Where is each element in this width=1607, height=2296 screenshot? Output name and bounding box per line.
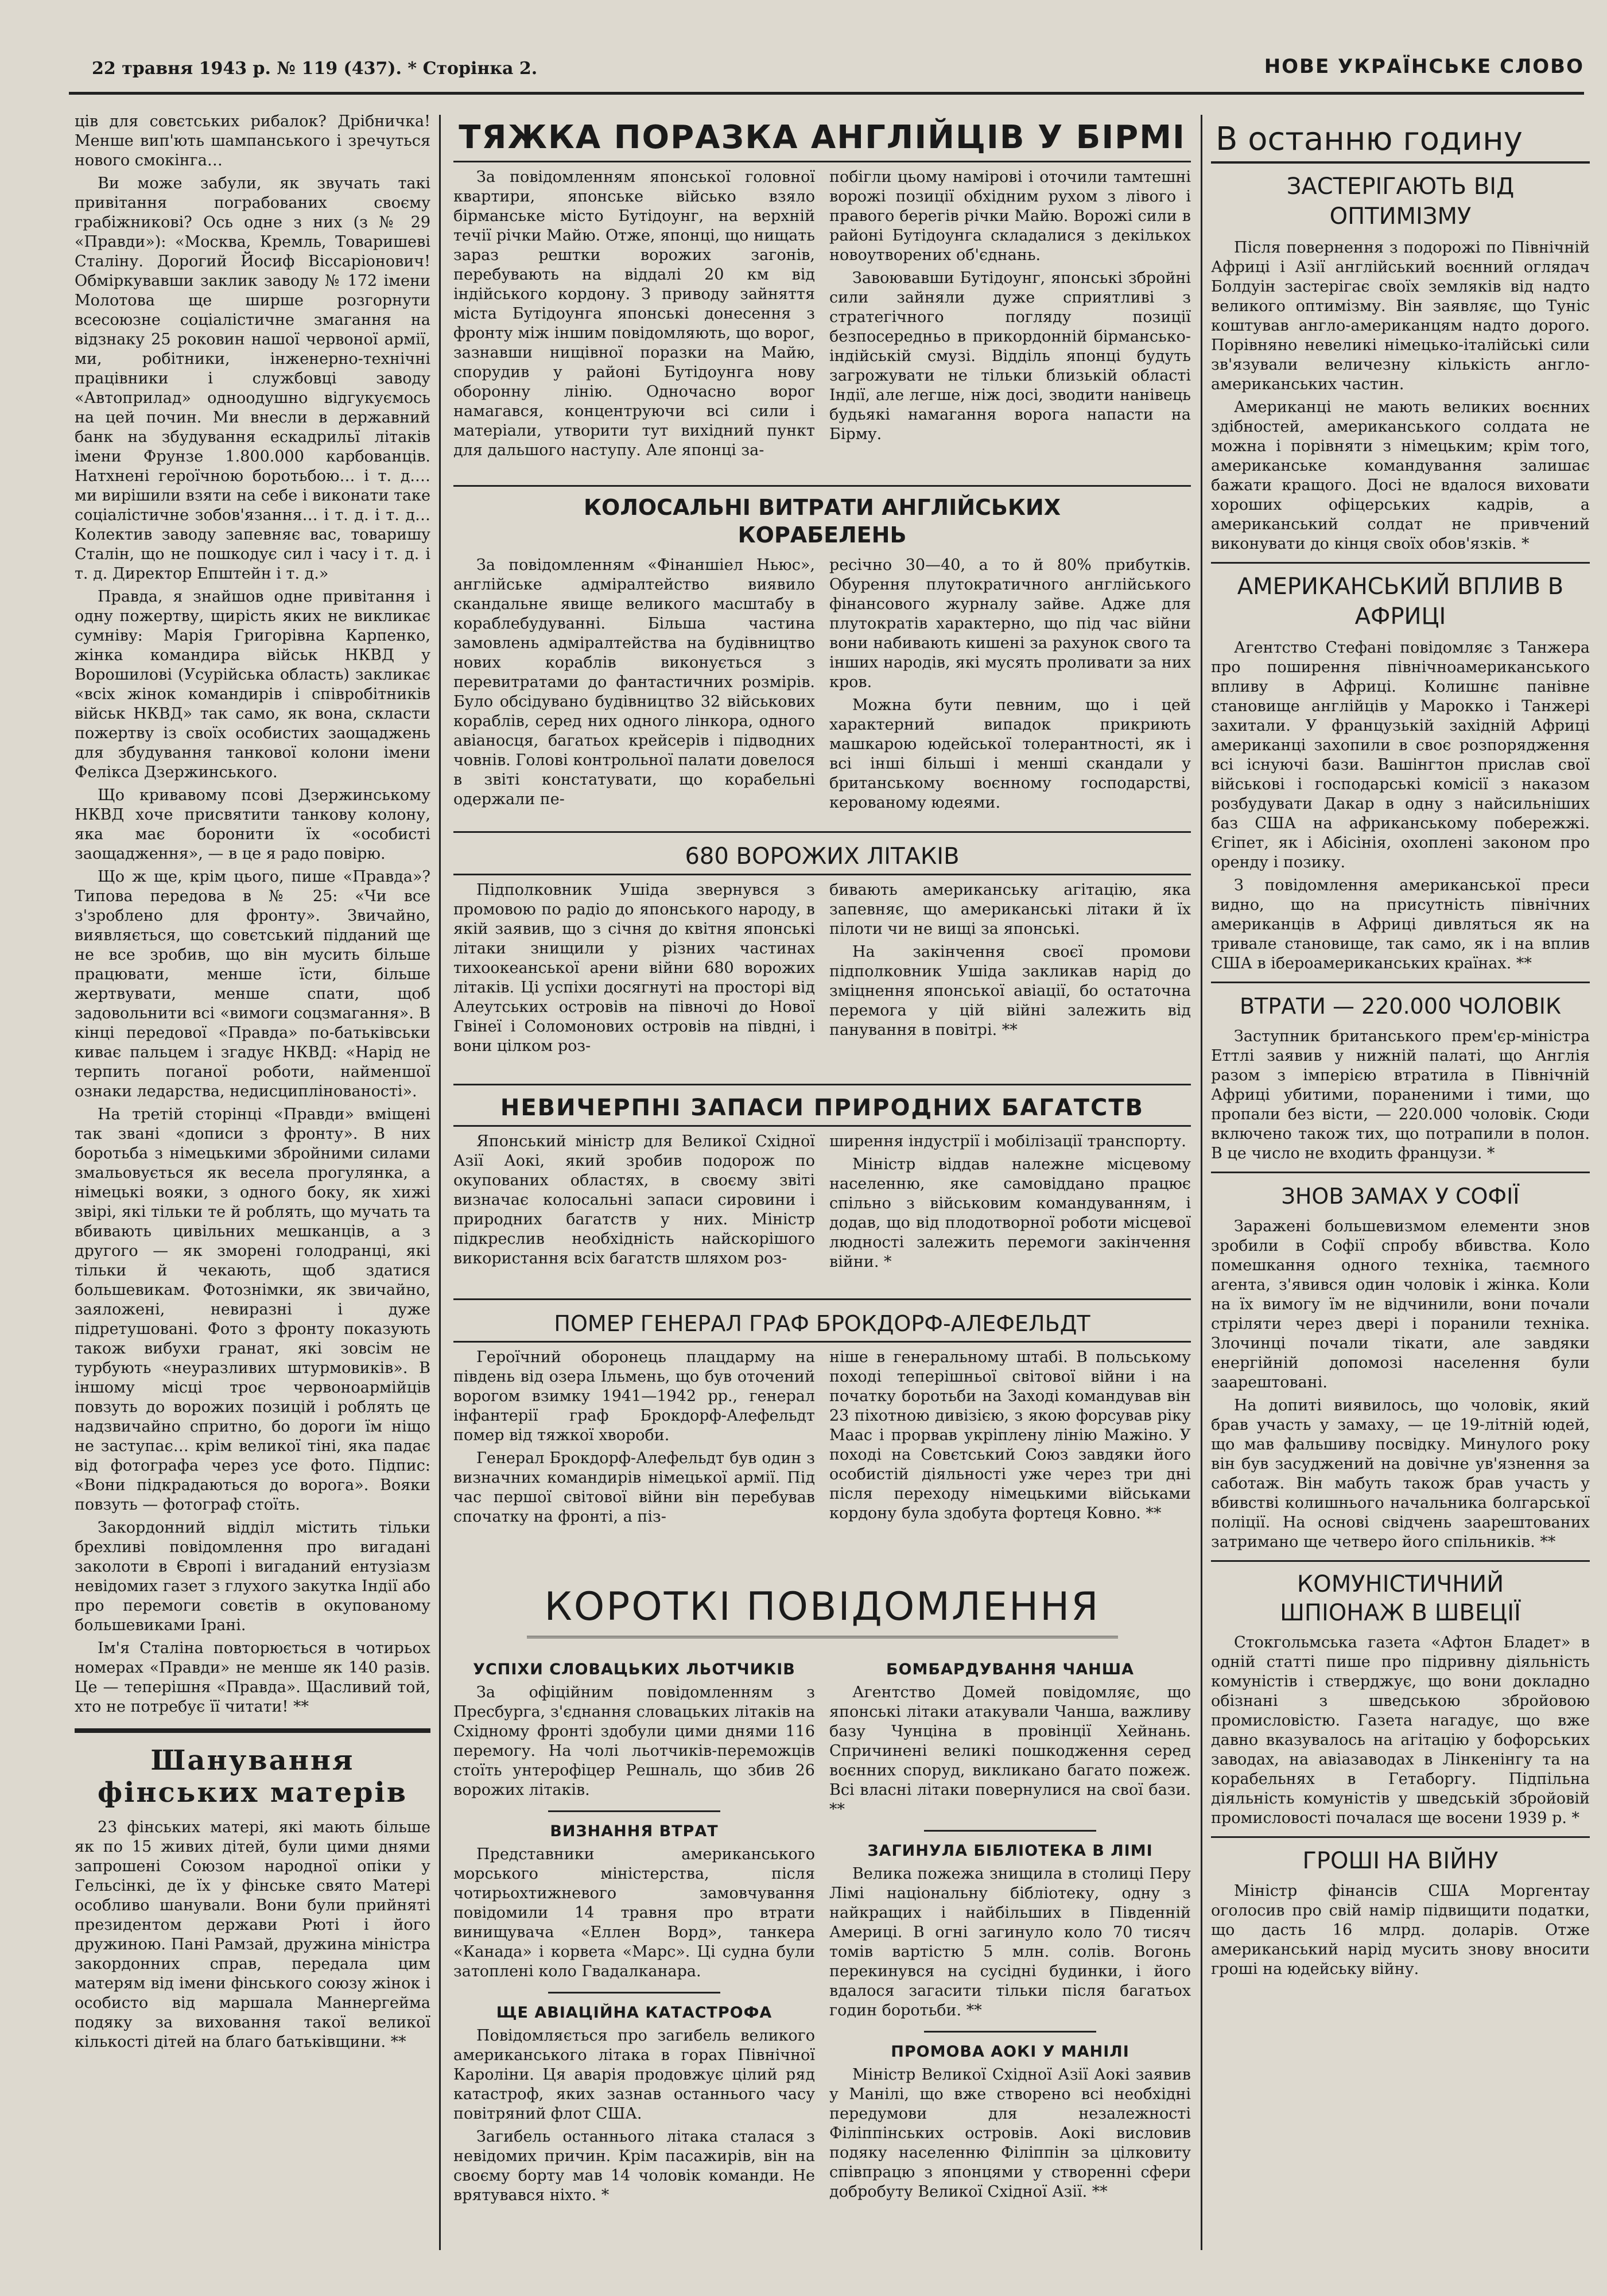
subhead-library: ЗАГИНУЛА БІБЛІОТЕКА В ЛІМІ: [867, 1842, 1153, 1860]
resources-col-2: [829, 1132, 1191, 1287]
center-section-resources: [453, 1091, 1191, 1292]
paragraph: Американці не мають великих воєнних здібностей, американського солдата не можна і порівняти з німецьким; крім того, американське командування залишає бажати кращого. Досі не вдалося виховати хороших офіцерських кадрів, а американський солдат не привчений виконувати до кінця своїх обов'язків. *: [1211, 398, 1590, 553]
masthead: [69, 51, 1584, 85]
paragraph: Міністр фінансів США Моргентау оголосив про свій намір підвищити податки, що дасть 16 млрд. доларів. Отже американський нарід мусить знову вносити гроші на юдейську війну.: [1211, 1882, 1590, 1978]
center-section-general: [453, 1306, 1191, 1565]
right-column: [1211, 118, 1590, 2253]
ships-col-2: [829, 556, 1191, 825]
paragraph: Міністр віддав належне місцевому населенню, яке самовіддано працює спільно з військовим командуванням, і додав, що від плодотворної роботи місцевої людності залежить перемоги закінчення війни. *: [829, 1155, 1191, 1271]
short-news-col-1: [453, 1656, 815, 2247]
paragraph: ніше в генеральному штабі. В польському поході теперішньої світової війни і на початку боротьби на Заході командував він 23 піхотною дивізією, з якою форсував ріку Маас і прорвав укріплену лінію Мажіно. У поході на Совєтський Союз завдяки його особистій діяльності уже через три дні після переходу німецькими військами кордону була здобута фортеця Ковно. **: [829, 1348, 1191, 1522]
headline-africa: АМЕРИКАНСЬКИЙ ВПЛИВ В АФРИЦІ: [1237, 573, 1564, 630]
paragraph: Що кривавому псові Дзержинському НКВД хоче присвятити танкову колону, яка має боронити їх «особисті заощадження», — в це я радо повірю.: [75, 786, 430, 863]
headline-sweden: КОМУНІСТИЧНИЙ ШПІОНАЖ В ШВЕЦІЇ: [1280, 1571, 1521, 1626]
section-rule: [453, 1084, 1191, 1085]
paragraph: Повідомляється про загибель великого американського літака в горах Північної Кароліни. Ця аварія продовжує цілий ряд катастроф, яких зазнав останнього часу повітряний флот США.: [453, 2027, 815, 2123]
paragraph: Заражені большевизмом елементи знов зробили в Софії спробу вбивства. Коло помешкання одного техніка, таємного агента, з'явився один чоловік і жінка. Коли на їх вимогу їм не відчинили, вони почали стріляти через двері і поранили техніка. Злочинці почали тікати, але завдяки енергійній допомозі населення були заарештовані.: [1211, 1217, 1590, 1391]
paragraph: За повідомленням японської головної квартири, японське військо взяло бірманське місто Бутідоунг, на верхній течії річки Майю. Отже, японці, що нищать зараз рештки ворожих загонів, перебувають на віддалі 20 км від індійського кордону. З приводу зайняття міста Бутідоунга японські донесення з фронту між іншим повідомляють, що ворог, зазнавши нищівної поразки на Майю, спорудив у районі Бутідоунга нову оборонну лінію. Одночасно ворог намагався, концентруючи всі сили і матеріали, утворити тут вихідний пункт для дальшого наступу. Але японці за-: [453, 168, 815, 459]
headline-optimism: ЗАСТЕРІГАЮТЬ ВІД ОПТИМІЗМУ: [1286, 173, 1515, 230]
short-news-banner: [453, 1578, 1191, 1647]
paragraph: Заступник британського прем'єр-міністра Еттлі заявив у нижній палаті, що Англія разом з імперією втратила в Північній Африці убитими, пораненими і тими, що пропали без вісти, — 220.000 чоловік. Сюди включено також тих, що потрапили в полон. В це число не входить французи. *: [1211, 1027, 1590, 1162]
subhead-bombing: БОМБАРДУВАННЯ ЧАНША: [886, 1661, 1134, 1678]
headline-resources: НЕВИЧЕРПНІ ЗАПАСИ ПРИРОДНИХ БАГАТСТВ: [453, 1091, 1191, 1127]
paragraph: Можна бути певним, що і цей характерний випадок прикриють машкарою юдейської толерантності, як і всі інші більші і менші скандали у британському воєнному господарстві, керованому юдеями.: [829, 696, 1191, 812]
center-section-burma: [453, 115, 1191, 482]
paragraph: Підполковник Ушіда звернувся з промовою по радіо до японського народу, в якій заявив, що з січня до квітня японські літаки знищили у різних частинах тихоокеанської арени війни 680 ворожих літаків. Ці успіхи досягнуті на просторі від Алеутських островів на півночі до Нової Гвінеї і Соломонових островів на півдні, і вони цілком роз-: [453, 881, 815, 1055]
banner-last-hour: В останню годину: [1211, 118, 1590, 164]
headline-general: ПОМЕР ГЕНЕРАЛ ГРАФ БРОКДОРФ-АЛЕФЕЛЬДТ: [453, 1306, 1191, 1343]
left-column: [75, 112, 430, 2264]
center-section-planes: [453, 839, 1191, 1080]
paragraph: Ім'я Сталіна повторюється в чотирьох номерах «Правди» не менше як 140 разів. Це — теперішня «Правда». Щасливий той, хто не потребує її читати! **: [75, 1639, 430, 1716]
column-rule: [439, 115, 441, 2250]
column-rule: [1201, 115, 1202, 2250]
paragraph: побігли цьому намірові і оточили тамтешні ворожі позиції обхідним рухом з лівого і правого берегів річки Майю. Ворожі сили в районі Бутідоунга складалися з декількох новоутворених об'єднань.: [829, 168, 1191, 264]
paragraph: Японський міністр для Великої Східної Азії Аокі, який зробив подорож по окупованих областях, в своєму звіті визначає колосальні запаси сировини і природних багатств у них. Міністр підкреслив необхідність найскорішого використання всіх багатств шляхом роз-: [453, 1133, 815, 1267]
planes-col-1: [453, 881, 815, 1076]
paragraph: На третій сторінці «Правди» вміщені так звані «дописи з фронту». В них боротьба з німецькими збройними силами змальовується як весела прогулянка, а німецькі вояки, з одного боку, як хижі звірі, які тільки те й роблять, що мучать та вбивають цивільних мешканців, а з другого — як зморені голодранці, які тільки й чекають, щоб здатися большевикам. Фотознімки, як звичайно, заяложені, невиразні і дуже підретушовані. Фото з фронту показують також вибухи гранат, які зовсім не турбують «неуразливих штурмовиків». В іншому місці троє червоноармійців повзуть до ворожих позицій і роблять це надзвичайно спритно, бо дороги їм ніщо не заступає… крім великої тіні, яка падає від фотографа через усе фото. Підпис: «Вони підкрадаються до ворога». Вояки повзуть — фотограф стоїть.: [75, 1106, 430, 1514]
paragraph: Велика пожежа знищила в столиці Перу Лімі національну бібліотеку, одну з найкращих і найбільших в Південній Америці. В огні загинуло коло 70 тисяч томів вартістю 5 млн. солів. Вогонь перекинувся на сусідні будинки, і його вдалося загасити тільки після багатьох годин боротьби. **: [829, 1865, 1191, 2019]
burma-col-1: [453, 168, 815, 478]
headline-burma: ТЯЖКА ПОРАЗКА АНГЛІЙЦІВ У БІРМІ: [453, 115, 1191, 162]
center-section-ships: [453, 494, 1191, 827]
burma-col-2: [829, 168, 1191, 478]
paragraph: Представники американського морського міністерства, після чотирьохтижневого замовчування повідомили 14 травня про втрати винищувача «Еллен Ворд», танкера «Канада» і корвета «Марс». Ці судна були затоплені коло Гвадалканара.: [453, 1845, 815, 1980]
paragraph: Ви може забули, як звучать такі привітання пограбованих своєму грабіжникові? Ось одне з них (з № 29 «Правди»): «Москва, Кремль, Товаришеві Сталіну. Дорогий Йосиф Віссаріонович! Обміркувавши заклик заводу № 172 імени Молотова ще ширше розгорнути всесоюзне соціалістичне змагання на відзнаку 25 роковин нашої червоної армії, ми, робітники, інженерно-технічні працівники і службовці заводу «Автоприлад» одноодушно відгукуємось на цей почин. Ми внесли в державний банк на збудування ескадрильї літаків імени Фрунзе 1.800.000 карбованців. Натхнені героїчною боротьбою… і т. д.… ми вирішили взяти на себе і виконати таке соціалістичне зобов'язання… і т. д. і т. д… Колектив заводу запевняє вас, товаришу Сталін, що не пошкодує сил і часу і т. д. і т. д. Директор Епштейн і т. д.»: [75, 174, 430, 583]
headline-finnish-mothers: Шанування фінських матерів: [97, 1744, 408, 1809]
paragraph: Агентство Домей повідомляє, що японські літаки атакували Чанша, важливу базу Чунціна в провінції Хейнань. Спричинені великі пошкодження серед воєнних споруд, викликано багато пожеж. Всі власні літаки повернулися на свої бази. **: [829, 1684, 1191, 1818]
paragraph: Закордонний відділ містить тільки брехливі повідомлення про вигадані заколоти в Європі і вигаданий ентузіазм невідомих газет з глухого закутка Індії або про перемоги совєтів в окупованому большевиками Ірані.: [75, 1519, 430, 1634]
masthead-title: НОВЕ УКРАЇНСЬКЕ СЛОВО: [1264, 55, 1584, 78]
headline-sofia: ЗНОВ ЗАМАХ У СОФІЇ: [1281, 1184, 1520, 1209]
general-col-1: [453, 1348, 815, 1560]
section-rule: [453, 485, 1191, 487]
short-news-col-2: [829, 1656, 1191, 2247]
paragraph: ців для совєтських рибалок? Дрібничка! Менше вип'ють шампанського і зречуться нового смокінга…: [75, 113, 430, 169]
paragraph: Міністр Великої Східної Азії Аокі заявив у Манілі, що вже створено всі необхідні передумови для незалежності Філіппінських островів. Аокі висловив подяку населенню Філіппін за цілковиту співпрацю з японцями у створенні сфери добробуту Великої Східної Азії. **: [829, 2066, 1191, 2201]
paragraph: Генерал Брокдорф-Алефельдт був один з визначних командирів німецької армії. Під час першої світової війни він перебував спочатку на фронті, а піз-: [453, 1449, 815, 1526]
paragraph: Стокгольмська газета «Афтон Бладет» в одній статті пише про підривну діяльність комуністів і стверджує, що вони докладно обізнані з шведською збройовою промисловістю. Газета нагадує, що вже давно вказувалось на агітацію у бофорських заводах, на авіазаводах в Лінкенінгу та на корабельнях в Гетаборгу. Підпільна діяльність комуністів у шведській збройовій промисловості почалася ще восени 1939 р. *: [1211, 1634, 1590, 1827]
subhead-crash: ЩЕ АВІАЦІЙНА КАТАСТРОФА: [496, 2004, 773, 2022]
paragraph: Героїчний оборонець плацдарму на південь від озера Ільмень, що був оточений ворогом взимку 1941—1942 рр., генерал інфантерії граф Брокдорф-Алефельдт помер від тяжкої хвороби.: [453, 1348, 815, 1444]
paragraph: Завоювавши Бутідоунг, японські збройні сили зайняли дуже сприятливі з стратегічного погляду позиції безпосередньо в прикордонній бірмансько-індійській смузі. Відділь японці будуть загрожувати не тільки близькій області Індії, але легше, ніж досі, зводити нанівець будьякі намагання ворога напасти на Бірму.: [829, 269, 1191, 443]
section-rule: [453, 831, 1191, 833]
headline-planes: 680 ВОРОЖИХ ЛІТАКІВ: [453, 839, 1191, 875]
paragraph: За офіційним повідомленням з Пресбурга, з'єднання словацьких літаків на Східному фронті здобули цими днями 116 перемогу. На чолі льотчиків-переможців стоїть унтерофіцер Решналь, що збив 26 ворожих літаків.: [453, 1684, 815, 1799]
ships-col-1: [453, 556, 815, 825]
paragraph: З повідомлення американської преси видно, що на присутність північних американців в Африці дивляться як на тривале становище, так само, як і на вплив США в ібероамериканських країнах. **: [1211, 876, 1590, 972]
headline-ships: КОЛОСАЛЬНІ ВИТРАТИ АНГЛІЙСЬКИХ КОРАБЕЛЕНЬ: [583, 495, 1061, 548]
planes-col-2: [829, 881, 1191, 1076]
paragraph: За повідомленням «Фінаншіел Ньюс», англійське адміралтейство виявило скандальне явище великого масштабу в кораблебудуванні. Більша частина замовлень адміралтейства на будівництво нових кораблів виконується з перевитратами до фантастичних розмірів. Було обсідувано будівництво 32 військових кораблів, серед них одного лінкора, одного авіаносця, багатьох крейсерів і підводних човнів. Голові контрольної палати довелося в звіті констатувати, що корабельні одержали пе-: [453, 556, 815, 808]
paragraph: Агентство Стефані повідомляє з Танжера про поширення північноамериканського впливу в Африці. Колишнє панівне становище англійців у Марокко і Танжері захитали. У французькій західній Африці американці захопили в своє розпорядження всі існуючі бази. Вашінгтон прислав свої військові і господарські комісії з наказом розбудувати Дакар в одну з найсильніших баз США на африканському побережжі. Єгіпет, як і Абісінія, охоплені законом про оренду і позику.: [1211, 639, 1590, 871]
paragraph: бивають американську агітацію, яка запевняє, що американські літаки й їх пілоти чи не вищі за японські.: [829, 881, 1191, 938]
short-news-title: КОРОТКІ ПОВІДОМЛЕННЯ: [527, 1578, 1118, 1638]
masthead-date: 22 травня 1943 р. № 119 (437). * Сторінка 2.: [92, 59, 538, 79]
paragraph: На допиті виявилось, що чоловік, який брав участь у замаху, — це 19-літній юдей, що мав фальшиву посвідку. Минулого року він був засуджений на довічне ув'язнення за саботаж. Він мабуть також брав участь у вбивстві колишнього начальника болгарської поліції. На основі свідчень заарештованих затримано ще четверо його спільників. **: [1211, 1397, 1590, 1551]
paragraph: На закінчення своєї промови підполковник Ушіда закликав нарід до зміцнення японської авіації, бо остаточна перемога у цій війні залежить від панування в повітрі. **: [829, 943, 1191, 1039]
paragraph: 23 фінських матері, які мають більше як по 15 живих дітей, були цими днями запрошені Союзом народної опіки у Гельсінкі, де їх у фінське свято Матері особливо шанували. Вони були прийняті президентом держави Рюті і його дружиною. Пані Рамзай, дружина міністра закордонних справ, передала цим матерям від імени фінського союзу жінок і особисто від маршала Маннергейма подяку за виховання такої великої кількості дітей на благо батьківщини. **: [75, 1818, 430, 2051]
headline-money: ГРОШІ НА ВІЙНУ: [1302, 1848, 1499, 1874]
section-rule: [453, 1298, 1191, 1300]
section-rule: [75, 1728, 430, 1733]
subhead-losses: ВИЗНАННЯ ВТРАТ: [550, 1822, 719, 1840]
paragraph: ресічно 30—40, а то й 80% прибутків. Обурення плутократичного англійського фінансового журналу зайве. Адже для плутократів характерно, що під час війни вони набивають кишені за рахунок свого та інших народів, які мусять проливати за них кров.: [829, 556, 1191, 691]
subhead-aoki: ПРОМОВА АОКІ У МАНІЛІ: [891, 2043, 1129, 2061]
paragraph: Що ж ще, крім цього, пише «Правда»? Типова передова в № 25: «Чи все з'зроблено для фронту». Звичайно, виявляється, що совєтський підданий ще не все зробив, що він мусить більше працювати, менше їсти, більше жертвувати, менше спати, щоб задовольнити всі «вимоги соцзмагання». В кінці передової «Правда» по-батьківськи киває пальцем і згадує НКВД: «Нарід не терпить поганої роботи, найменшої ознаки ледарства, недисциплінованості».: [75, 868, 430, 1100]
masthead-rule: [69, 92, 1584, 95]
general-col-2: [829, 1348, 1191, 1560]
paragraph: Загибель останнього літака сталася з невідомих причин. Крім пасажирів, він на своєму борту мав 14 чоловік команди. Не врятувався ніхто. *: [453, 2128, 815, 2204]
subhead-slovak: УСПІХИ СЛОВАЦЬКИХ ЛЬОТЧИКІВ: [473, 1661, 795, 1678]
paragraph: Правда, я знайшов одне привітання і одну пожертву, щирість яких не викликає сумніву: Марія Григорівна Карпенко, жінка командира військ НКВД у Ворошилові (Усурійська область) закликає «всіх жінок командирів і співробітників військ НКВД» так само, як вона, скласти пожертву із своїх особистих заощаджень для збудування танкової колони імени Фелікса Дзержинського.: [75, 588, 430, 781]
paragraph: ширення індустрії і мобілізації транспорту.: [829, 1133, 1186, 1150]
paragraph: Після повернення з подорожі по Північній Африці і Азії англійський воєнний оглядач Болдуін застерігає своїх земляків від надто великого оптимізму. Він заявляє, що Туніс коштував англо-американцям надто дорого. Порівняно невеликі німецько-італійські сили зв'язували величезну кількість англо-американських частин.: [1211, 239, 1590, 393]
resources-col-1: [453, 1132, 815, 1287]
headline-losses: ВТРАТИ — 220.000 ЧОЛОВІК: [1240, 994, 1561, 1019]
